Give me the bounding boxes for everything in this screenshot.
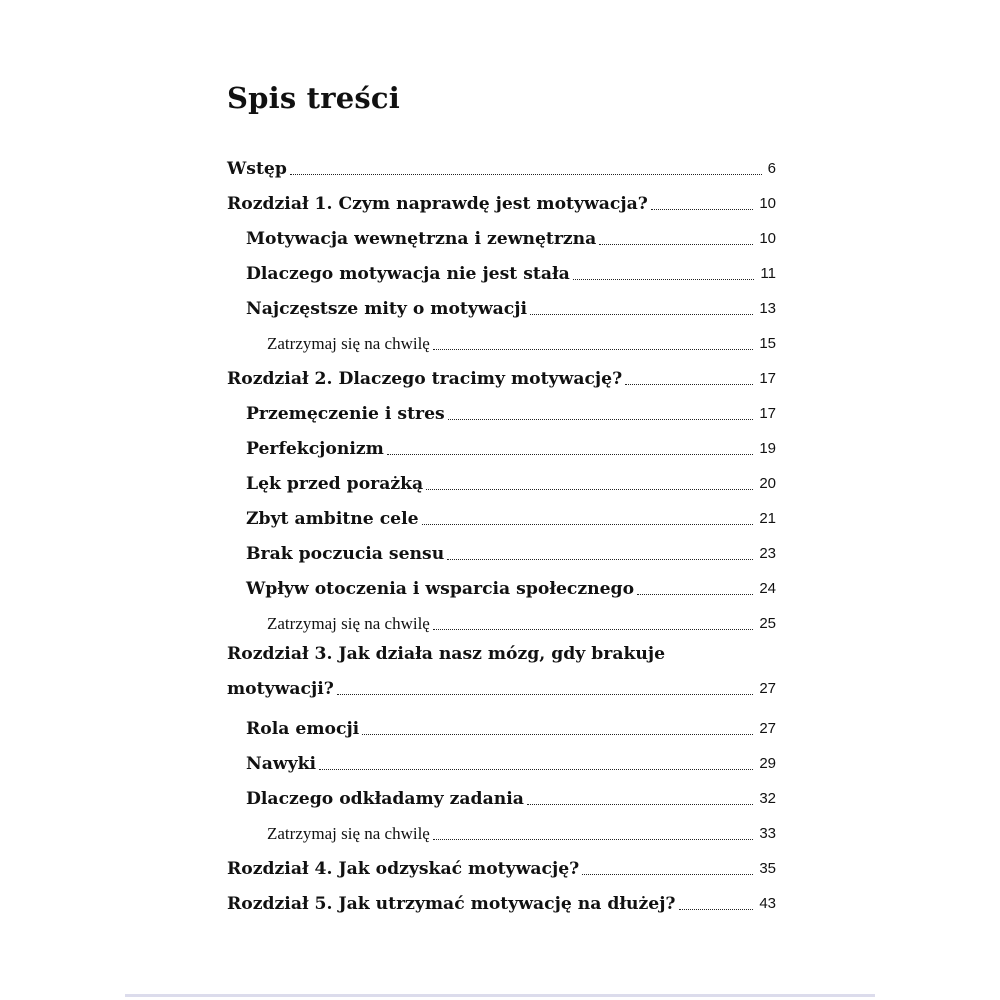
dot-leader <box>337 694 754 695</box>
toc-entry-page: 21 <box>759 510 776 527</box>
toc-entry-second-row <box>227 668 776 705</box>
toc-entry-page: 27 <box>759 680 776 697</box>
toc-entry-section[interactable] <box>227 745 776 780</box>
toc-entry-page: 23 <box>759 545 776 562</box>
toc-entry-section[interactable] <box>227 290 776 325</box>
dot-leader <box>637 594 753 595</box>
toc-entry-section[interactable] <box>227 570 776 605</box>
toc-entry-subsection[interactable] <box>227 325 776 360</box>
toc-entry-section[interactable] <box>227 395 776 430</box>
toc-entry-page: 29 <box>759 755 776 772</box>
toc-entry-label: Wpływ otoczenia i wsparcia społecznego <box>246 579 635 599</box>
dot-leader <box>426 489 753 490</box>
toc-entry-subsection[interactable] <box>227 605 776 640</box>
dot-leader <box>651 209 754 210</box>
toc-entry-page: 15 <box>759 335 776 352</box>
toc-entry-chapter-1[interactable] <box>227 185 776 220</box>
toc-entry-section[interactable] <box>227 780 776 815</box>
toc-entry-page: 27 <box>759 720 776 737</box>
dot-leader <box>433 839 753 840</box>
toc-heading: Spis treści <box>227 81 400 115</box>
toc-entry-label: Najczęstsze mity o motywacji <box>246 299 527 319</box>
toc-entry-intro[interactable] <box>227 150 776 185</box>
toc-entry-page: 43 <box>759 895 776 912</box>
toc-entry-page: 13 <box>759 300 776 317</box>
toc-entry-label: Rozdział 4. Jak odzyskać motywację? <box>227 859 580 879</box>
dot-leader <box>433 349 753 350</box>
toc-entry-label: Zatrzymaj się na chwilę <box>267 614 430 633</box>
dot-leader <box>625 384 753 385</box>
toc-entry-section[interactable] <box>227 710 776 745</box>
toc-entry-label: Perfekcjonizm <box>246 439 384 459</box>
toc-entry-page: 17 <box>759 405 776 422</box>
toc-entry-label: Zbyt ambitne cele <box>246 509 419 529</box>
toc-entry-label: Zatrzymaj się na chwilę <box>267 824 430 843</box>
toc-entry-label: Wstęp <box>227 159 287 179</box>
toc-entry-label: Dlaczego odkładamy zadania <box>246 789 524 809</box>
toc-entry-page: 24 <box>759 580 776 597</box>
dot-leader <box>679 909 754 910</box>
toc-entry-page: 10 <box>759 230 776 247</box>
dot-leader <box>362 734 753 735</box>
toc-entry-label: Zatrzymaj się na chwilę <box>267 334 430 353</box>
toc-entry-section[interactable] <box>227 500 776 535</box>
toc-entry-section[interactable] <box>227 255 776 290</box>
toc-entry-label: Rozdział 5. Jak utrzymać motywację na dłużej? <box>227 894 676 914</box>
toc-entry-label: Lęk przed porażką <box>246 474 424 494</box>
toc-entry-section[interactable] <box>227 430 776 465</box>
toc-entry-label: Rozdział 2. Dlaczego tracimy motywację? <box>227 369 623 389</box>
toc-entry-page: 10 <box>759 195 776 212</box>
toc-entry-label: Rola emocji <box>246 719 360 739</box>
toc-entry-page: 17 <box>759 370 776 387</box>
toc-entry-label: Przemęczenie i stres <box>246 404 445 424</box>
toc-entry-label: Motywacja wewnętrzna i zewnętrzna <box>246 229 597 249</box>
toc-entry-label-line2: motywacji? <box>227 679 334 699</box>
toc-entry-page: 6 <box>767 160 776 177</box>
toc-entry-chapter-5[interactable] <box>227 885 776 920</box>
dot-leader <box>527 804 753 805</box>
dot-leader <box>447 559 753 560</box>
toc-entry-page: 19 <box>759 440 776 457</box>
toc-entry-page: 20 <box>759 475 776 492</box>
toc-entry-label-line1: Rozdział 3. Jak działa nasz mózg, gdy brakuje <box>227 644 666 664</box>
toc-entry-page: 11 <box>760 265 776 282</box>
dot-leader <box>448 419 754 420</box>
dot-leader <box>433 629 753 630</box>
dot-leader <box>582 874 753 875</box>
toc-entry-label: Nawyki <box>246 754 317 774</box>
dot-leader <box>599 244 753 245</box>
toc-entry-chapter-3[interactable] <box>227 640 776 710</box>
toc-entry-page: 25 <box>759 615 776 632</box>
dot-leader <box>290 174 762 175</box>
toc-entry-chapter-4[interactable] <box>227 850 776 885</box>
toc-entry-chapter-2[interactable] <box>227 360 776 395</box>
dot-leader <box>573 279 755 280</box>
toc-entry-page: 32 <box>759 790 776 807</box>
toc-entry-section[interactable] <box>227 220 776 255</box>
toc-entry-label: Brak poczucia sensu <box>246 544 445 564</box>
toc-entry-page: 33 <box>759 825 776 842</box>
dot-leader <box>387 454 754 455</box>
toc-entry-subsection[interactable] <box>227 815 776 850</box>
toc-entry-section[interactable] <box>227 465 776 500</box>
toc-entry-section[interactable] <box>227 535 776 570</box>
toc-entry-page: 35 <box>759 860 776 877</box>
dot-leader <box>530 314 753 315</box>
toc-entry-label: Dlaczego motywacja nie jest stała <box>246 264 570 284</box>
table-of-contents <box>227 150 776 920</box>
toc-entry-label: Rozdział 1. Czym naprawdę jest motywacja? <box>227 194 648 214</box>
dot-leader <box>319 769 753 770</box>
dot-leader <box>422 524 754 525</box>
page-bottom-divider <box>125 994 875 997</box>
